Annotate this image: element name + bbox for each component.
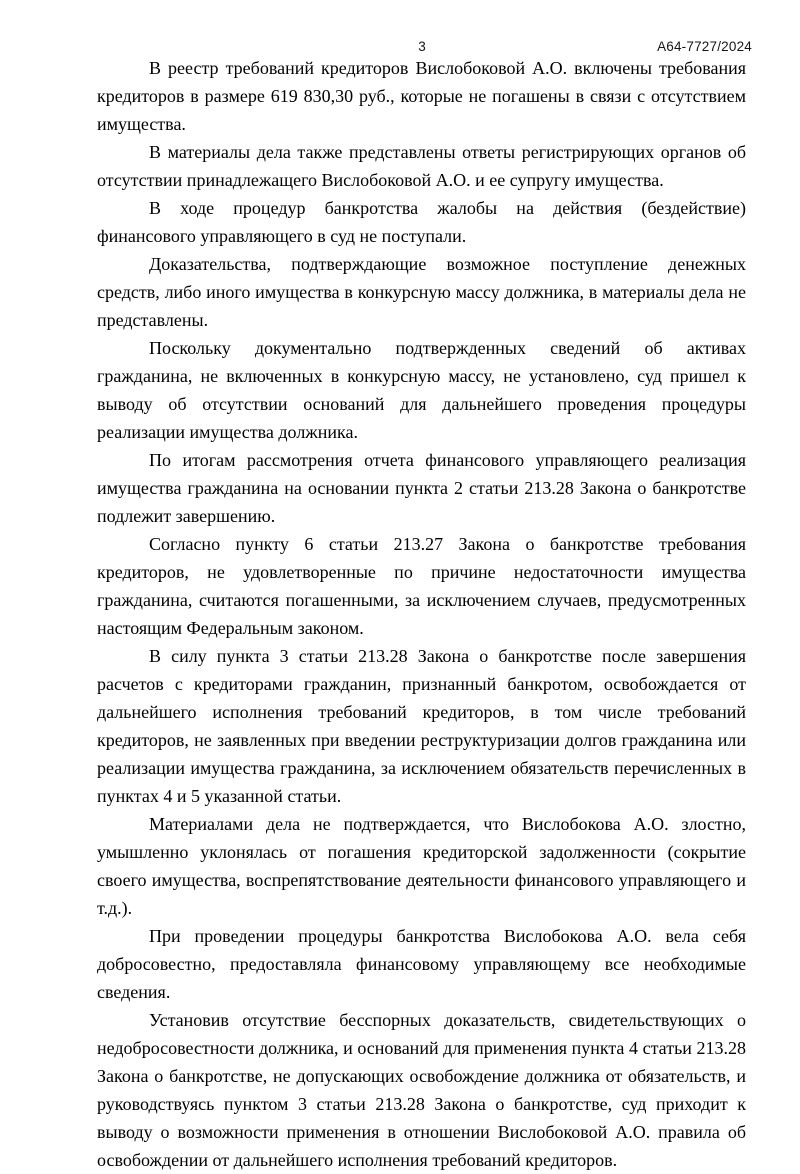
document-body	[97, 54, 746, 1174]
case-number: А64-7727/2024	[657, 39, 752, 54]
body-paragraph: При проведении процедуры банкротства Вислобокова А.О. вела себя добросовестно, предоставляла финансовому управляющему все необходимые сведения.	[97, 926, 746, 1002]
body-paragraph: По итогам рассмотрения отчета финансового управляющего реализация имущества гражданина на основании пункта 2 статьи 213.28 Закона о банкротстве подлежит завершению.	[97, 450, 746, 526]
body-paragraph: В ходе процедур банкротства жалобы на действия (бездействие) финансового управляющего в суд не поступали.	[97, 198, 746, 246]
page-header	[97, 39, 752, 55]
body-paragraph: В реестр требований кредиторов Вислобоковой А.О. включены требования кредиторов в размере 619 830,30 руб., которые не погашены в связи с отсутствием имущества.	[97, 58, 746, 134]
body-paragraph: В материалы дела также представлены ответы регистрирующих органов об отсутствии принадлежащего Вислобоковой А.О. и ее супругу имущества.	[97, 142, 746, 190]
body-paragraph: Поскольку документально подтвержденных сведений об активах гражданина, не включенных в конкурсную массу, не установлено, суд пришел к выводу об отсутствии оснований для дальнейшего проведения процедуры реализации имущества должника.	[97, 338, 746, 442]
body-paragraph: Установив отсутствие бесспорных доказательств, свидетельствующих о недобросовестности должника, и оснований для применения пункта 4 статьи 213.28 Закона о банкротстве, не допускающих освобождение должника от обязательств, и руководствуясь пунктом 3 статьи 213.28 Закона о банкротстве, суд приходит к выводу о возможности применения в отношении Вислобоковой А.О. правила об освобождении от дальнейшего исполнения требований кредиторов.	[97, 1010, 746, 1170]
body-paragraph: В силу пункта 3 статьи 213.28 Закона о банкротстве после завершения расчетов с кредиторами гражданин, признанный банкротом, освобождается от дальнейшего исполнения требований кредиторов, в том числе требований кредиторов, не заявленных при введении реструктуризации долгов гражданина или реализации имущества гражданина, за исключением обязательств перечисленных в пунктах 4 и 5 указанной статьи.	[97, 646, 746, 806]
page-number: 3	[418, 39, 426, 54]
body-paragraph: Материалами дела не подтверждается, что Вислобокова А.О. злостно, умышленно уклонялась от погашения кредиторской задолженности (сокрытие своего имущества, воспрепятствование деятельности финансового управляющего и т.д.).	[97, 814, 746, 918]
body-paragraph: Доказательства, подтверждающие возможное поступление денежных средств, либо иного имущества в конкурсную массу должника, в материалы дела не представлены.	[97, 254, 746, 330]
body-paragraph: Согласно пункту 6 статьи 213.27 Закона о банкротстве требования кредиторов, не удовлетворенные по причине недостаточности имущества гражданина, считаются погашенными, за исключением случаев, предусмотренных настоящим Федеральным законом.	[97, 534, 746, 638]
